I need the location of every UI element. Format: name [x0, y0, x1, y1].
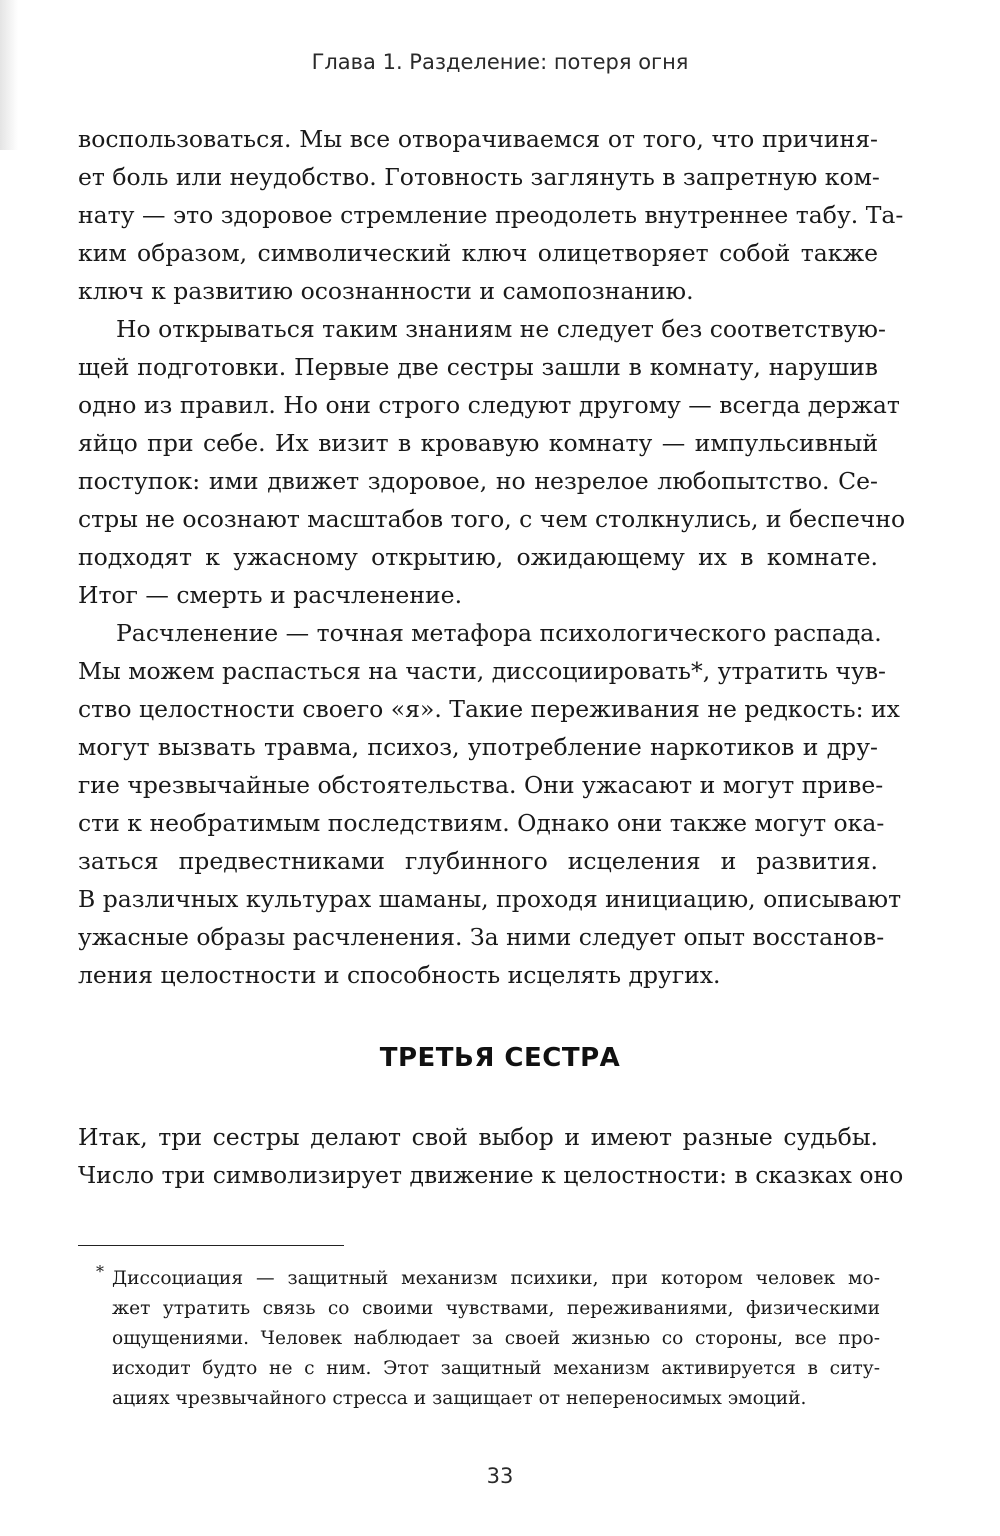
footnote-line: Диссоциация — защитный механизм психики, при котором человек мо-: [112, 1268, 880, 1289]
text-line: заться предвестниками глубинного исцеления и развития.: [78, 847, 878, 875]
footnote-rule: [78, 1245, 344, 1246]
text-line: Итак, три сестры делают свой выбор и имеют разные судьбы.: [78, 1123, 878, 1151]
text-line: поступок: ими движет здоровое, но незрелое любопытство. Се-: [78, 467, 878, 495]
footnote-line: исходит будто не с ним. Этот защитный механизм активируется в ситу-: [112, 1358, 880, 1379]
text-line: гие чрезвычайные обстоятельства. Они ужасают и могут приве-: [78, 771, 884, 799]
text-line: подходят к ужасному открытию, ожидающему их в комнате.: [78, 543, 878, 571]
text-line: В различных культурах шаманы, проходя инициацию, описывают: [78, 885, 902, 913]
text-line: ления целостности и способность исцелять других.: [78, 961, 721, 989]
running-head: Глава 1. Разделение: потеря огня: [311, 50, 689, 74]
text-line: воспользоваться. Мы все отворачиваемся от того, что причиня-: [78, 125, 878, 153]
text-line: стры не осознают масштабов того, с чем столкнулись, и беспечно: [78, 505, 906, 533]
text-line: Но открываться таким знаниям не следует без соответствую-: [116, 315, 886, 343]
text-line: щей подготовки. Первые две сестры зашли в комнату, нарушив: [78, 353, 878, 381]
text-line: Мы можем распасться на части, диссоциировать*, утратить чув-: [78, 657, 886, 685]
footnote-marker: *: [96, 1262, 104, 1281]
page-number: 33: [486, 1464, 514, 1488]
text-line: Итог — смерть и расчленение.: [78, 581, 463, 609]
text-line: ключ к развитию осознанности и самопознанию.: [78, 277, 694, 305]
footnote-line: ощущениями. Человек наблюдает за своей жизнью со стороны, все про-: [112, 1328, 880, 1349]
text-line: сти к необратимым последствиям. Однако они также могут ока-: [78, 809, 885, 837]
text-line: ким образом, символический ключ олицетворяет собой также: [78, 239, 878, 267]
text-line: Расчленение — точная метафора психологического распада.: [116, 619, 882, 647]
text-line: Число три символизирует движение к целостности: в сказках оно: [78, 1161, 904, 1189]
text-line: нату — это здоровое стремление преодолеть внутреннее табу. Та-: [78, 201, 904, 229]
footnote-line: жет утратить связь со своими чувствами, переживаниями, физическими: [112, 1298, 880, 1319]
text-line: ет боль или неудобство. Готовность заглянуть в запретную ком-: [78, 163, 880, 191]
section-heading: ТРЕТЬЯ СЕСТРА: [379, 1043, 621, 1073]
text-line: ужасные образы расчленения. За ними следует опыт восстанов-: [78, 923, 885, 951]
text-line: могут вызвать травма, психоз, употребление наркотиков и дру-: [78, 733, 878, 761]
footnote-line: ациях чрезвычайного стресса и защищает от непереносимых эмоций.: [112, 1388, 807, 1409]
text-line: ство целостности своего «я». Такие переживания не редкость: их: [78, 695, 900, 723]
scan-edge-shadow: [0, 0, 18, 150]
text-line: одно из правил. Но они строго следуют другому — всегда держат: [78, 391, 900, 419]
text-line: яйцо при себе. Их визит в кровавую комнату — импульсивный: [78, 429, 878, 457]
